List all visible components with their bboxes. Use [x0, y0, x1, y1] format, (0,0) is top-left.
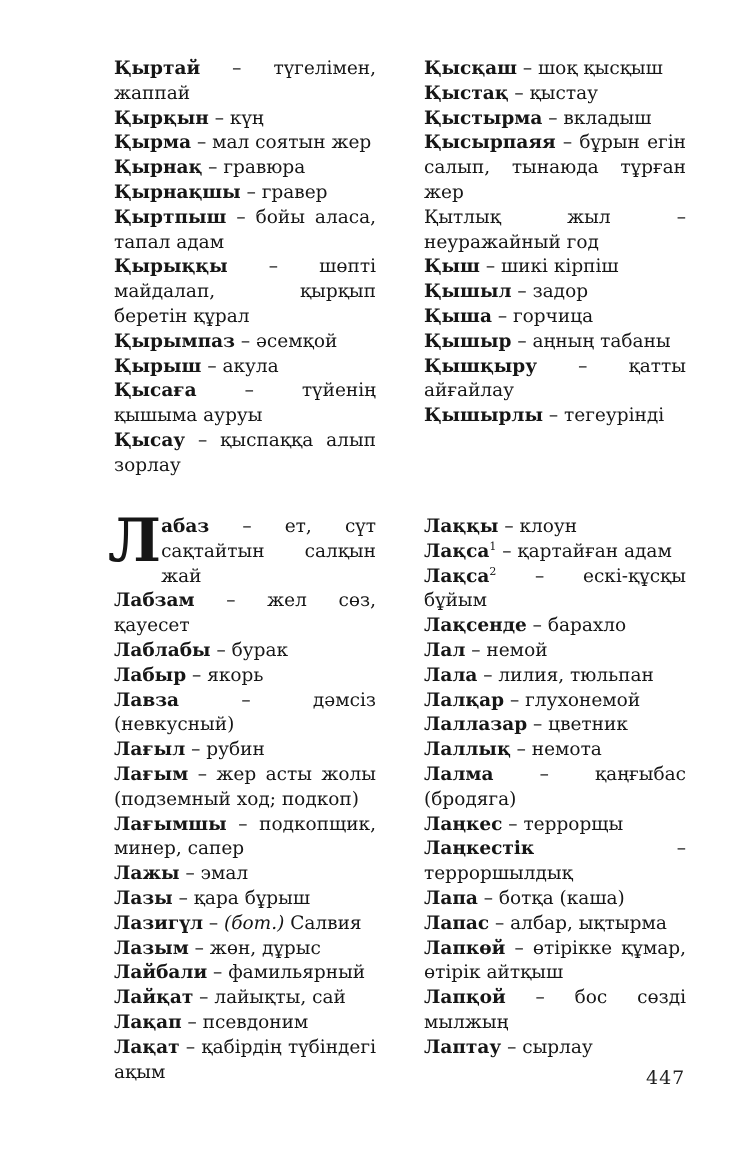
- dictionary-entry: Лағымшы – подкопщик, минер, сапер: [114, 813, 376, 860]
- dictionary-entry: Лазигүл – (бот.) Салвия: [114, 912, 362, 934]
- dictionary-entry: Лайбали – фамильярный: [114, 962, 366, 984]
- definition: тегеурінді: [564, 405, 665, 427]
- definition: өтірікке құмар, өтірік айтқыш: [424, 937, 686, 984]
- headword: Қыстырма: [424, 107, 543, 129]
- dictionary-entry: Қыртай – түгелімен, жаппай: [114, 58, 376, 104]
- headword: Лабзам: [114, 590, 195, 612]
- definition: лайықты, сай: [214, 987, 346, 1009]
- dictionary-entry: Қысырпаяя – бұрын егін салып, тынаюда тұрған жер: [424, 132, 686, 203]
- headword: Лаңкес: [424, 813, 503, 835]
- dictionary-entry: Лазы – қара бұрыш: [114, 887, 311, 909]
- dictionary-entry: Лақса$^1$ – қартайған адам: [424, 539, 672, 562]
- definition: шикі кірпіш: [500, 256, 619, 278]
- definition: бос сөзді мылжың: [424, 987, 687, 1033]
- dictionary-entry: Лабзам – жел сөз, қауесет: [114, 590, 376, 637]
- definition: дәмсіз (невкусный): [114, 689, 376, 736]
- headword: Лағым: [114, 763, 189, 785]
- dictionary-entry: Қыртпыш – бойы аласа, тапал адам: [114, 206, 377, 253]
- definition: қыстау: [529, 82, 599, 104]
- headword: Лаллазар: [424, 714, 528, 736]
- headword: Лайбали: [114, 962, 208, 984]
- dictionary-entry: Лақса$^2$ – ескі-құсқы бұйым: [424, 564, 686, 612]
- definition: Салвия: [290, 912, 362, 934]
- column-bottom-left: [108, 506, 376, 1085]
- definition: шөпті майдалап, қырқып беретін құрал: [114, 256, 376, 327]
- dictionary-entry: Лапкөй – өтірікке құмар, өтірік айтқыш: [424, 937, 686, 984]
- headword: Қырымпаз: [114, 330, 235, 352]
- headword: Қыша: [424, 305, 492, 327]
- headword: Лаблабы: [114, 639, 211, 661]
- definition: әсемқой: [255, 330, 338, 352]
- dictionary-entry: Лавза – дәмсіз (невкусный): [114, 689, 376, 736]
- dictionary-entry: Қырымпаз – әсемқой: [114, 330, 338, 352]
- dictionary-entry: Қысаға – түйенің қышыма ауруы: [114, 380, 376, 427]
- headword: Лазы: [114, 887, 173, 909]
- headword: абаз: [161, 516, 210, 537]
- headword: Қышқыру: [424, 355, 538, 377]
- definition: якорь: [207, 664, 264, 686]
- headword: Қышыл: [424, 281, 512, 303]
- definition: рубин: [206, 739, 265, 761]
- dictionary-entry: Қырнақ – гравюра: [114, 157, 306, 179]
- definition: горчица: [512, 305, 594, 327]
- definition: ботқа (каша): [498, 887, 625, 909]
- headword: Лағымшы: [114, 813, 227, 835]
- headword: Лағыл: [114, 739, 186, 761]
- definition: барахло: [547, 615, 627, 637]
- column-top-left: [114, 57, 376, 479]
- dictionary-entry: Қырыш – акула: [114, 355, 279, 377]
- headword: Лапас: [424, 912, 490, 934]
- dictionary-entry: Лайқат – лайықты, сай: [114, 987, 346, 1009]
- headword: Лақсенде: [424, 615, 527, 637]
- headword: Лавза: [114, 689, 179, 711]
- headword: Лазигүл: [114, 912, 204, 934]
- definition: түгелімен, жаппай: [114, 58, 376, 104]
- drop-cap-letter: Л: [108, 506, 160, 576]
- headword: Лажы: [114, 863, 180, 885]
- definition: түйенің қышыма ауруы: [114, 380, 376, 427]
- definition: жөн, дұрыс: [209, 937, 321, 959]
- dictionary-entry: Лаңкес – террорщы: [424, 813, 624, 835]
- definition: қартайған адам: [517, 540, 672, 562]
- dictionary-entry: Лапас – албар, ықтырма: [424, 912, 667, 934]
- dictionary-entry: Лазым – жөн, дұрыс: [114, 937, 321, 959]
- dictionary-entry: Лаллазар – цветник: [424, 714, 628, 736]
- dictionary-entry: Қышыл – задор: [424, 281, 589, 303]
- headword: Лалқар: [424, 689, 505, 711]
- dictionary-entry: Лала – лилия, тюльпан: [424, 664, 654, 686]
- dictionary-entry: Лаққы – клоун: [424, 516, 578, 537]
- definition: албар, ықтырма: [510, 912, 667, 934]
- dictionary-entry: Лаңкестік – терроршылдық: [424, 838, 686, 885]
- definition: немой: [486, 639, 548, 661]
- dictionary-entry: Қырқын – күң: [114, 107, 264, 129]
- definition: жер асты жолы (подземный ход; подкоп): [114, 763, 376, 810]
- headword: Лақса: [424, 540, 490, 562]
- headword: Лапқой: [424, 987, 506, 1009]
- definition: акула: [222, 355, 279, 377]
- dictionary-entry-dropcap: Лабаз – ет, сүт сақтайтын салқын жай: [108, 506, 376, 587]
- headword: Қыртпыш: [114, 206, 227, 228]
- definition: аңның табаны: [532, 330, 671, 352]
- headword: Лал: [424, 639, 466, 661]
- definition: қабірдің түбіндегі ақым: [114, 1036, 376, 1083]
- definition: задор: [532, 281, 589, 303]
- dictionary-entry: Лағыл – рубин: [114, 739, 265, 761]
- headword: Қышыр: [424, 330, 512, 352]
- headword: Лақса: [424, 565, 490, 587]
- headword: Лаллық: [424, 739, 511, 761]
- definition: шоқ қысқыш: [537, 58, 663, 79]
- definition: гравюра: [223, 157, 306, 179]
- page-number: 447: [646, 1067, 686, 1089]
- dictionary-entry: Қысау – қыспаққа алып зорлау: [114, 429, 376, 476]
- headword: Қырқын: [114, 107, 209, 129]
- headword: Қырыққы: [114, 256, 228, 278]
- dictionary-entry: Қысқаш – шоқ қысқыш: [424, 58, 663, 79]
- definition: бурак: [231, 639, 289, 661]
- dictionary-entry: Қыстақ – қыстау: [424, 82, 599, 104]
- dictionary-entry: Лажы – эмал: [114, 863, 249, 885]
- dictionary-entry: Лалма – қаңғыбас (бродяга): [424, 763, 686, 810]
- headword: Қысқаш: [424, 58, 517, 79]
- headword: Лайқат: [114, 987, 194, 1009]
- dictionary-entry: Қырнақшы – гравер: [114, 181, 328, 203]
- headword: Лапа: [424, 887, 478, 909]
- dictionary-entry: Лақап – псевдоним: [114, 1011, 309, 1033]
- definition: күң: [229, 107, 264, 129]
- definition: сырлау: [522, 1036, 593, 1058]
- definition: псевдоним: [202, 1011, 309, 1033]
- definition: ескі-құсқы бұйым: [424, 565, 686, 612]
- column-top-right: [424, 57, 686, 429]
- headword: Лабыр: [114, 664, 187, 686]
- definition: террорщы: [523, 813, 624, 835]
- headword: Лаптау: [424, 1036, 502, 1058]
- headword: Лазым: [114, 937, 189, 959]
- headword: Қысау: [114, 429, 186, 451]
- headword: Қышырлы: [424, 405, 544, 427]
- headword: Қырнақ: [114, 157, 203, 179]
- headword: Лала: [424, 664, 478, 686]
- definition: терроршылдық: [424, 863, 573, 885]
- headword: Қыртай: [114, 58, 201, 79]
- headword: Қырнақшы: [114, 181, 241, 203]
- dictionary-entry: Лапа – ботқа (каша): [424, 887, 625, 909]
- dictionary-entry: Лаблабы – бурак: [114, 639, 289, 661]
- dictionary-entry: Қыш – шикі кірпіш: [424, 256, 619, 278]
- dictionary-entry: Лаллық – немота: [424, 739, 602, 761]
- usage-note: (бот.): [224, 912, 285, 934]
- headword: Лалма: [424, 763, 494, 785]
- definition: жел сөз, қауесет: [114, 590, 376, 637]
- headword: Лақат: [114, 1036, 180, 1058]
- definition: гравер: [261, 181, 328, 203]
- dictionary-entry: Лапқой – бос сөзді мылжың: [424, 987, 687, 1033]
- headword: Қырыш: [114, 355, 202, 377]
- headword: Лапкөй: [424, 937, 506, 959]
- dictionary-entry: Лаптау – сырлау: [424, 1036, 593, 1058]
- dictionary-entry: Қырма – мал соятын жер: [114, 132, 372, 154]
- dictionary-entry: Қышыр – аңның табаны: [424, 330, 671, 352]
- definition: лилия, тюльпан: [498, 664, 654, 686]
- dictionary-entry: Қышырлы – тегеурінді: [424, 405, 665, 427]
- headword: Қысаға: [114, 380, 197, 402]
- dictionary-entry: Лағым – жер асты жолы (подземный ход; подкоп): [114, 763, 376, 810]
- definition: глухонемой: [525, 689, 641, 711]
- dictionary-entry: Лақсенде – барахло: [424, 615, 627, 637]
- definition: эмал: [200, 863, 249, 885]
- homonym-number: 1: [489, 539, 497, 553]
- dictionary-entry: Қырыққы – шөпті майдалап, қырқып беретін құрал: [114, 256, 376, 327]
- definition: немота: [531, 739, 602, 761]
- dictionary-entry: Лал – немой: [424, 639, 548, 661]
- column-bottom-right: [424, 515, 686, 1061]
- definition: ет, сүт сақтайтын салқын жай: [161, 516, 376, 587]
- headword: Лаңкестік: [424, 838, 535, 860]
- dictionary-entry: Лақат – қабірдің түбіндегі ақым: [114, 1036, 376, 1083]
- definition: қаңғыбас (бродяга): [424, 763, 686, 810]
- homonym-number: 2: [489, 564, 497, 578]
- headword: Қысырпаяя: [424, 132, 556, 154]
- definition: подкопщик, минер, сапер: [114, 813, 376, 860]
- headword: Қыстақ: [424, 82, 509, 104]
- definition: неуражайный год: [424, 231, 599, 253]
- definition: фамильярный: [228, 962, 366, 984]
- headword: Қырма: [114, 132, 192, 154]
- definition: қара бұрыш: [193, 887, 311, 909]
- definition: вкладыш: [563, 107, 652, 129]
- dictionary-entry: Қышқыру – қатты айғайлау: [424, 355, 686, 402]
- headword: Қыш: [424, 256, 480, 278]
- headword: Лақап: [114, 1011, 182, 1033]
- definition: цветник: [548, 714, 628, 736]
- definition: қатты айғайлау: [424, 355, 686, 402]
- dictionary-entry: Лалқар – глухонемой: [424, 689, 641, 711]
- headword: Лаққы: [424, 516, 499, 537]
- definition: клоун: [519, 516, 578, 537]
- definition: бұрын егін салып, тынаюда тұрған жер: [424, 132, 686, 203]
- headword: Қытлық жыл: [424, 206, 611, 228]
- dictionary-entry: Лабыр – якорь: [114, 664, 264, 686]
- definition: мал соятын жер: [212, 132, 372, 154]
- dictionary-entry: Қытлық жыл – неуражайный год: [424, 206, 686, 253]
- definition: бойы аласа, тапал адам: [114, 206, 377, 253]
- dictionary-entry: Қыша – горчица: [424, 305, 594, 327]
- dictionary-entry: Қыстырма – вкладыш: [424, 107, 652, 129]
- definition: қыспаққа алып зорлау: [114, 429, 376, 476]
